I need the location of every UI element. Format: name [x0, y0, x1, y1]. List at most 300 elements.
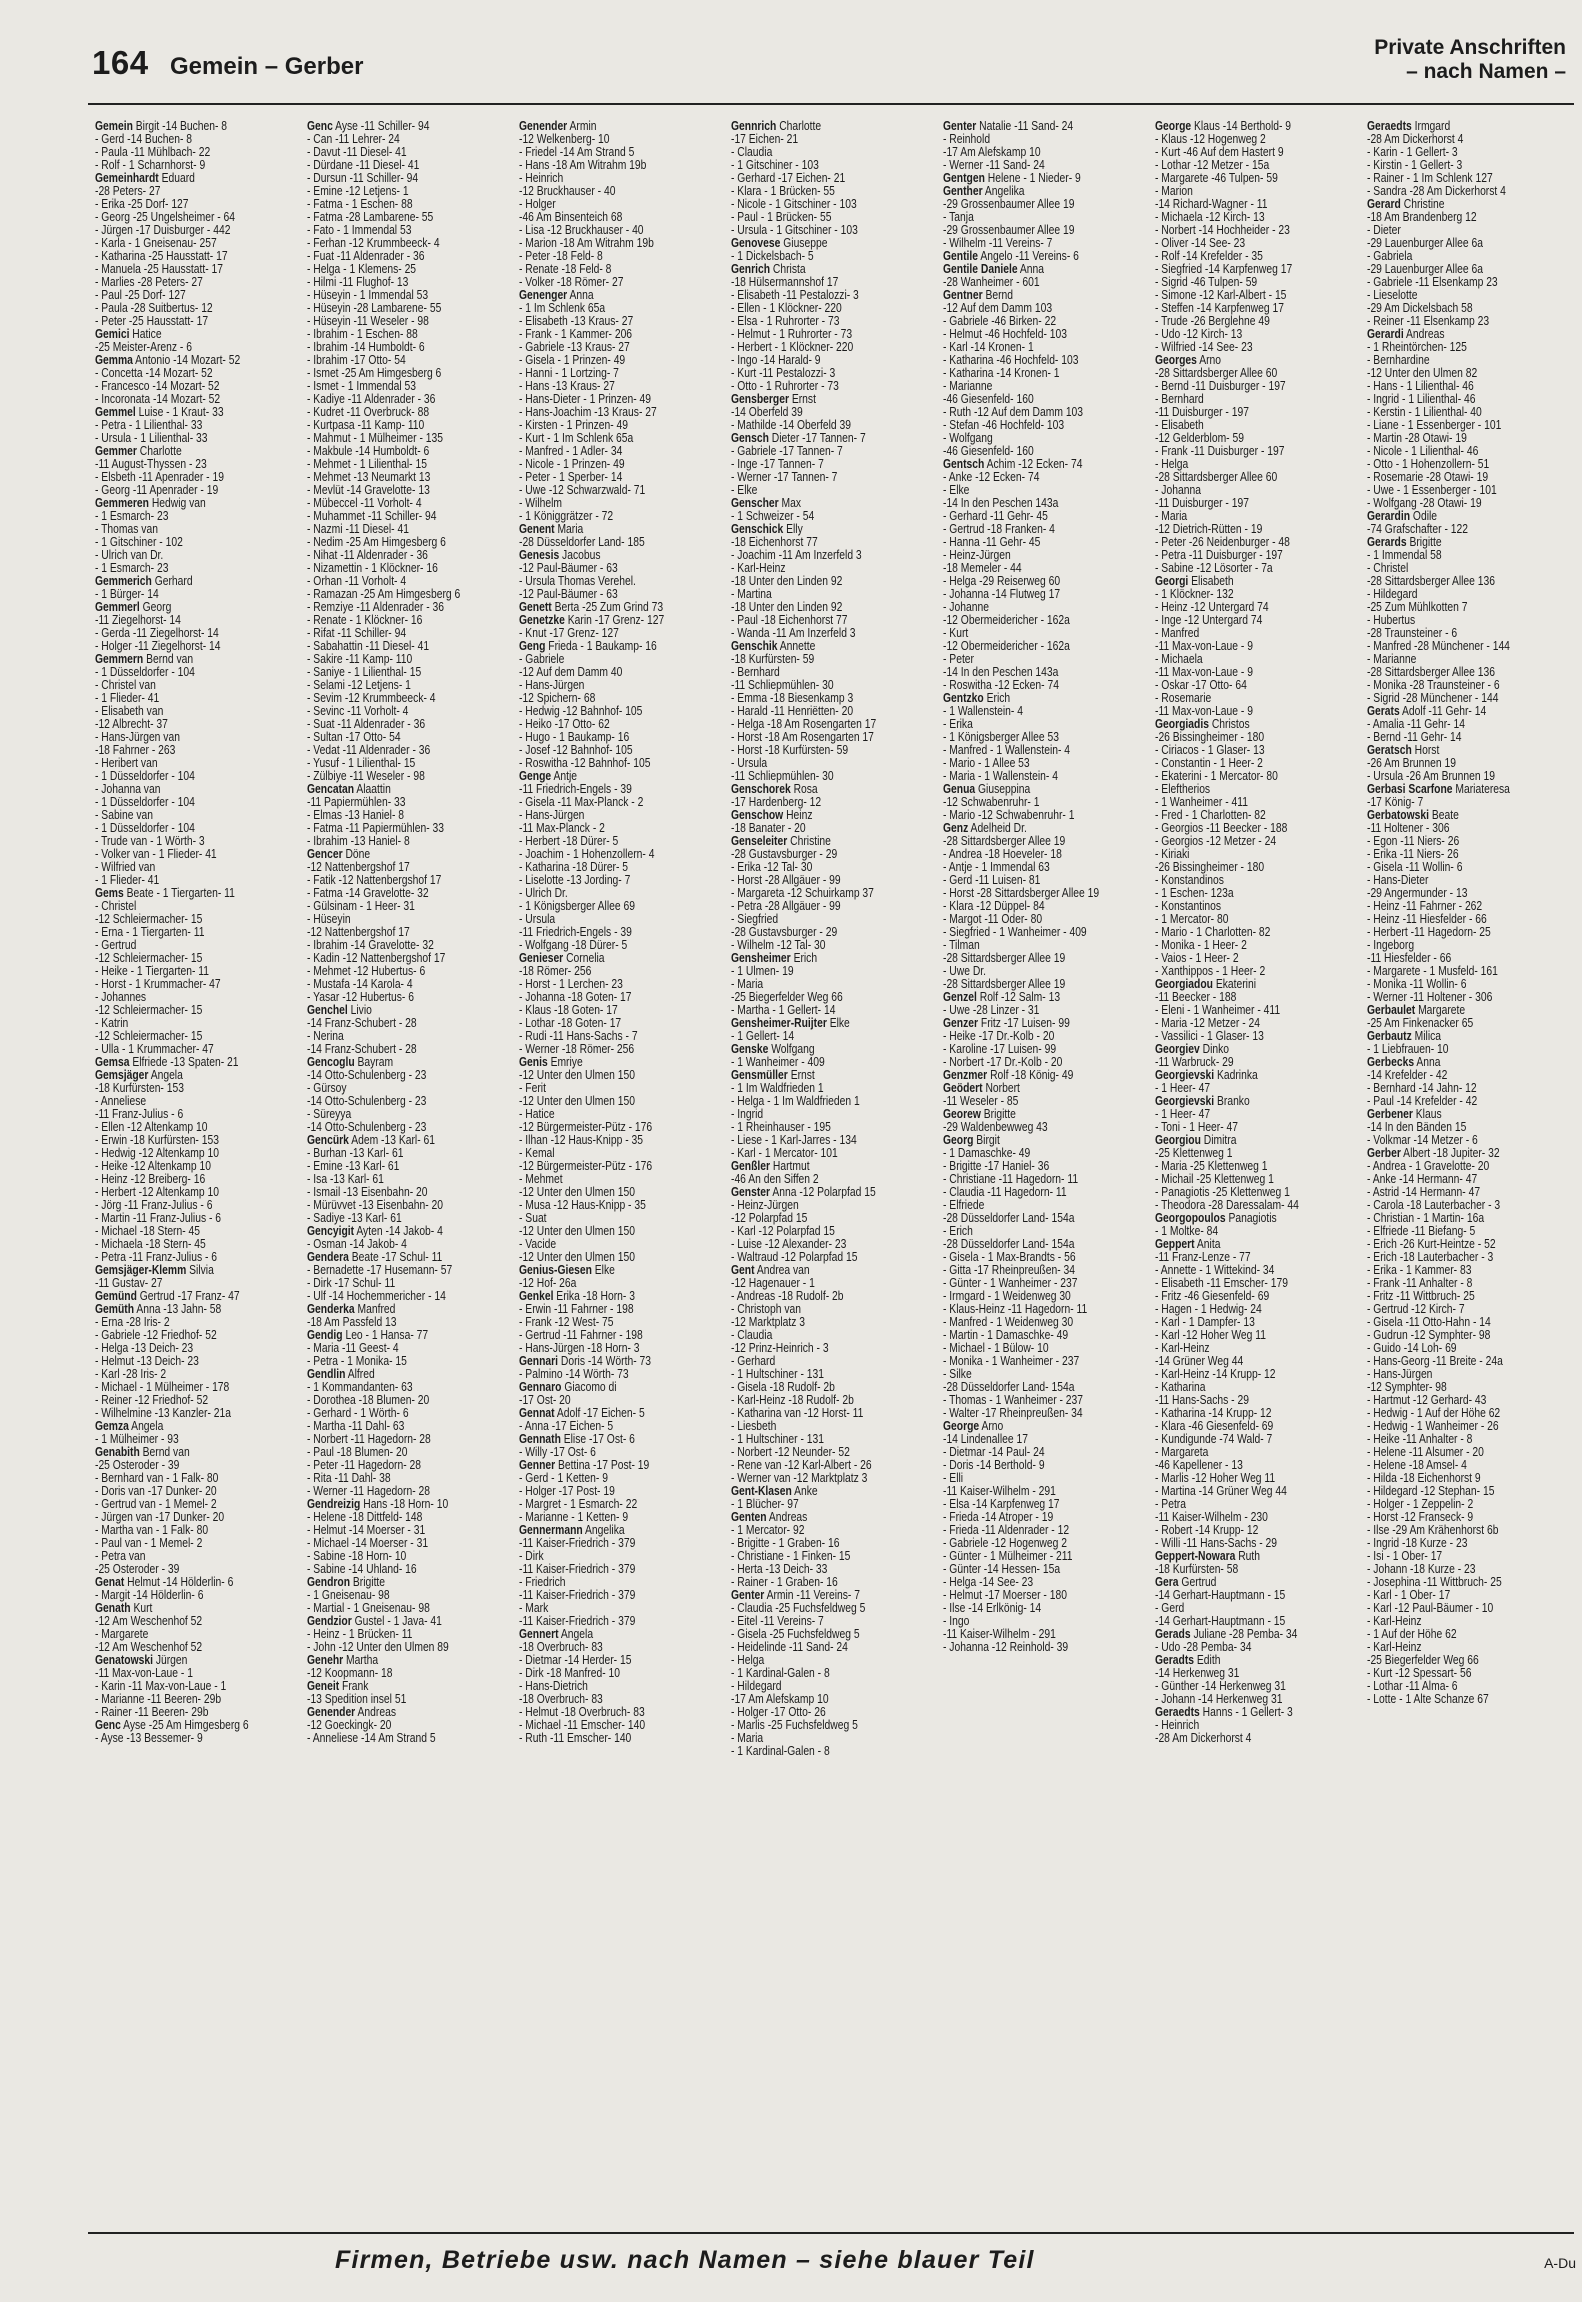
listing-text: - Harald -11 Henriëtten- 20 [731, 705, 854, 718]
listing-text: Bernd van [139, 1446, 190, 1459]
listing-text: - Gerd - 1 Ketten- 9 [519, 1472, 608, 1485]
listing-entry [307, 471, 517, 484]
listing-text: - Jürgen -17 Duisburger - 442 [95, 224, 231, 237]
listing-surname-entry [943, 1420, 1153, 1433]
listing-text: - Margarete -46 Tulpen- 59 [1155, 172, 1278, 185]
listing-entry [943, 952, 1153, 965]
listing-text: - Claudia -25 Fuchsfeldweg 5 [731, 1602, 866, 1615]
listing-surname: Gentzko [943, 692, 984, 705]
listing-text: - Karl-Heinz [1155, 1342, 1210, 1355]
listing-text: -28 Sittardsberger Allee 19 [943, 978, 1066, 991]
listing-text: Ruth [1235, 1550, 1261, 1563]
listing-text: - Emine -12 Letjens- 1 [307, 185, 409, 198]
listing-text: - Christel [95, 900, 137, 913]
listing-text: - Hedwig - 1 Auf der Höhe 62 [1367, 1407, 1501, 1420]
listing-surname: Gerbasi Scarfone [1367, 783, 1453, 796]
listing-text: -12 Goeckingk- 20 [307, 1719, 392, 1732]
listing-entry [731, 1134, 941, 1147]
listing-surname: Geraedts [1367, 120, 1412, 133]
listing-surname-entry [1155, 1550, 1365, 1563]
listing-surname-entry [519, 523, 729, 536]
listing-text: - Selami -12 Letjens- 1 [307, 679, 411, 692]
listing-surname: Gemici [95, 328, 130, 341]
listing-text: - Udo -12 Kirch- 13 [1155, 328, 1243, 341]
listing-entry [943, 978, 1153, 991]
listing-entry [943, 809, 1153, 822]
listing-surname: Gerbener [1367, 1108, 1413, 1121]
listing-surname: Genge [519, 770, 552, 783]
listing-entry [731, 1420, 941, 1433]
listing-entry [95, 185, 305, 198]
listing-text: - Nizamettin - 1 Klöckner- 16 [307, 562, 438, 575]
listing-entry [731, 1108, 941, 1121]
listing-entry [307, 458, 517, 471]
listing-text: - Ingo [943, 1615, 970, 1628]
listing-text: - Maria -12 Metzer - 24 [1155, 1017, 1261, 1030]
footer-note: Firmen, Betriebe usw. nach Namen – siehe blauer Teil [335, 2246, 1035, 2274]
listing-entry [307, 146, 517, 159]
listing-text: - Karl-Heinz -14 Krupp- 12 [1155, 1368, 1276, 1381]
listing-entry [307, 315, 517, 328]
listing-entry [943, 1095, 1153, 1108]
listing-text: - 1 Gneisenau- 98 [307, 1589, 390, 1602]
listing-surname: Genkel [519, 1290, 554, 1303]
listing-entry [731, 354, 941, 367]
listing-text: - Kerstin - 1 Lilienthal- 40 [1367, 406, 1482, 419]
listing-entry [307, 510, 517, 523]
listing-entry [95, 484, 305, 497]
listing-surname: Gentile Daniele [943, 263, 1018, 276]
listing-text: -11 Max-von-Laue - 9 [1155, 705, 1253, 718]
listing-entry [731, 1407, 941, 1420]
listing-entry [307, 1342, 517, 1355]
listing-surname: Gemeinhardt [95, 172, 159, 185]
listing-text: - Renate -18 Feld- 8 [519, 263, 612, 276]
listing-text: - Marianne [1367, 653, 1417, 666]
listing-entry [731, 627, 941, 640]
listing-text: - Reinhold [943, 133, 991, 146]
listing-surname: Georgiev [1155, 1043, 1200, 1056]
listing-text: - Johanna [1155, 484, 1201, 497]
listing-entry [1155, 1394, 1365, 1407]
listing-surname: Gemmel [95, 406, 136, 419]
listing-text: Elke [591, 1264, 615, 1277]
listing-surname: Genscher [731, 497, 779, 510]
listing-text: - Mario - 1 Charlotten- 82 [1155, 926, 1271, 939]
listing-surname-entry [943, 250, 1153, 263]
listing-surname: Gentile [943, 250, 979, 263]
listing-entry [95, 835, 305, 848]
listing-text: - Karl -12 Paul-Bäumer - 10 [1367, 1602, 1494, 1615]
listing-text: - Fatma -14 Gravelotte- 32 [307, 887, 429, 900]
listing-surname: Genatowski [95, 1654, 153, 1667]
listing-text: -14 Herkenweg 31 [1155, 1667, 1240, 1680]
listing-text: - Joachim -11 Am Inzerfeld 3 [731, 549, 862, 562]
listing-surname-entry [95, 120, 305, 133]
listing-surname: Gerbaulet [1367, 1004, 1416, 1017]
listing-entry [1155, 926, 1365, 939]
listing-text: Anna [567, 289, 594, 302]
listing-entry [519, 1173, 729, 1186]
listing-text: Natalie -11 Sand- 24 [976, 120, 1074, 133]
listing-entry [95, 952, 305, 965]
listing-entry [731, 1004, 941, 1017]
listing-text: - Hagen - 1 Hedwig- 24 [1155, 1303, 1262, 1316]
listing-entry [1155, 1680, 1365, 1693]
listing-entry [1155, 237, 1365, 250]
listing-text: -12 Unter den Ulmen 150 [519, 1095, 635, 1108]
listing-entry [1367, 900, 1577, 913]
listing-text: - Holger - 1 Zeppelin- 2 [1367, 1498, 1474, 1511]
listing-entry [731, 1368, 941, 1381]
listing-text: Elly [783, 523, 803, 536]
listing-text: - Rainer -11 Beeren- 29b [95, 1706, 209, 1719]
listing-entry [943, 419, 1153, 432]
listing-text: Annette [777, 640, 816, 653]
listing-entry [307, 679, 517, 692]
listing-entry [1155, 1485, 1365, 1498]
listing-entry [1155, 484, 1365, 497]
listing-text: - Friedrich [519, 1576, 566, 1589]
listing-entry [519, 1277, 729, 1290]
listing-entry [519, 354, 729, 367]
listing-text: Hedwig van [148, 497, 206, 510]
listing-entry [731, 1030, 941, 1043]
listing-text: -28 Sittardsberger Allee 136 [1367, 666, 1496, 679]
listing-entry [1155, 1407, 1365, 1420]
listing-text: - 1 Bürger- 14 [95, 588, 159, 601]
listing-text: - Heidelinde -11 Sand- 24 [731, 1641, 848, 1654]
listing-entry [307, 1264, 517, 1277]
listing-text: - Petra -11 Duisburger - 197 [1155, 549, 1283, 562]
listing-entry [1155, 770, 1365, 783]
listing-entry [943, 1225, 1153, 1238]
listing-entry [1155, 185, 1365, 198]
listing-text: -11 Kaiser-Friedrich - 379 [519, 1563, 636, 1576]
listing-text: - Marianne [943, 380, 993, 393]
listing-text: - Herbert -11 Hagedorn- 25 [1367, 926, 1491, 939]
listing-entry [1367, 380, 1577, 393]
listing-text: - Mario - 1 Allee 53 [943, 757, 1030, 770]
listing-entry [519, 913, 729, 926]
listing-text: - Petra - 1 Lilienthal- 33 [95, 419, 203, 432]
listing-surname-entry [1155, 1095, 1365, 1108]
listing-entry [1367, 1680, 1577, 1693]
listing-entry [95, 614, 305, 627]
listing-entry [519, 510, 729, 523]
listing-entry [943, 471, 1153, 484]
listing-entry [307, 1160, 517, 1173]
listing-text: -29 Lauenburger Allee 6a [1367, 237, 1483, 250]
listing-text: -12 Am Weschenhof 52 [95, 1615, 203, 1628]
listing-text: - Holger -11 Ziegelhorst- 14 [95, 640, 221, 653]
listing-text: Hanns - 1 Gellert- 3 [1199, 1706, 1293, 1719]
listing-text: - Kemal [519, 1147, 555, 1160]
listing-text: - Inge -12 Untergard 74 [1155, 614, 1263, 627]
listing-text: -12 Nattenbergshof 17 [307, 926, 410, 939]
listing-entry [1367, 1329, 1577, 1342]
listing-text: -28 Düsseldorfer Land- 154a [943, 1381, 1075, 1394]
listing-entry [519, 1069, 729, 1082]
listing-surname: Geraedts [1155, 1706, 1200, 1719]
listing-entry [1155, 445, 1365, 458]
listing-entry [731, 250, 941, 263]
listing-entry [1155, 1186, 1365, 1199]
listing-text: - Holger -17 Otto- 26 [731, 1706, 826, 1719]
listing-text: - Christel [1367, 562, 1409, 575]
listing-entry [943, 640, 1153, 653]
listing-text: - Kurt -11 Pestalozzi- 3 [731, 367, 836, 380]
listing-text: -11 Friedrich-Engels - 39 [519, 926, 632, 939]
listing-surname: Gerbautz [1367, 1030, 1412, 1043]
listing-entry [1367, 1459, 1577, 1472]
listing-text: Angelo -11 Vereins- 6 [978, 250, 1079, 263]
listing-text: - Helene -18 Amsel- 4 [1367, 1459, 1467, 1472]
listing-text: Birgit [973, 1134, 1000, 1147]
listing-text: -11 Kaiser-Wilhelm - 230 [1155, 1511, 1268, 1524]
listing-text: - Vaios - 1 Heer- 2 [1155, 952, 1239, 965]
listing-surname: Genovese [731, 237, 781, 250]
listing-text: Alfred [345, 1368, 375, 1381]
listing-text: - Gitta -17 Rheinpreußen- 34 [943, 1264, 1076, 1277]
listing-entry [307, 1628, 517, 1641]
listing-text: - Theodora -28 Daressalam- 44 [1155, 1199, 1299, 1212]
listing-entry [519, 1251, 729, 1264]
listing-text: -17 König- 7 [1367, 796, 1424, 809]
listing-entry [731, 718, 941, 731]
listing-text: - Elsa -14 Karpfenweg 17 [943, 1498, 1060, 1511]
listing-text: -11 Kaiser-Friedrich - 379 [519, 1615, 636, 1628]
listing-text: - Gertrud [95, 939, 137, 952]
listing-entry [95, 1615, 305, 1628]
listing-text: - Sigrid -46 Tulpen- 59 [1155, 276, 1258, 289]
listing-surname-entry [1155, 120, 1365, 133]
listing-surname: Gentner [943, 289, 983, 302]
listing-text: - Antje - 1 Immendal 63 [943, 861, 1050, 874]
listing-entry [1367, 991, 1577, 1004]
listing-entry [95, 549, 305, 562]
listing-column [1155, 120, 1365, 2220]
listing-entry [307, 900, 517, 913]
listing-surname: Genter [731, 1589, 765, 1602]
listing-text: - Holger [519, 198, 556, 211]
listing-surname: Genenger [519, 289, 568, 302]
listing-surname-entry [1155, 1134, 1365, 1147]
listing-entry [731, 1732, 941, 1745]
listing-entry [731, 1706, 941, 1719]
listing-text: - Osman -14 Jakob- 4 [307, 1238, 407, 1251]
listing-text: - Mehmet -13 Neumarkt 13 [307, 471, 431, 484]
listing-text: -14 In den Peschen 143a [943, 497, 1059, 510]
listing-entry [1155, 1381, 1365, 1394]
listing-entry [519, 1199, 729, 1212]
listing-text: - Uwe Dr. [943, 965, 987, 978]
listing-entry [95, 1511, 305, 1524]
listing-entry [307, 1186, 517, 1199]
listing-entry [307, 575, 517, 588]
listing-text: -11 Franz-Julius - 6 [95, 1108, 184, 1121]
listing-text: - Martha - 1 Gellert- 14 [731, 1004, 836, 1017]
listing-text: - Gerd -14 Buchen- 8 [95, 133, 193, 146]
listing-text: Panagiotis [1225, 1212, 1277, 1225]
listing-text: - Horst -28 Allgäuer - 99 [731, 874, 841, 887]
listing-entry [307, 1589, 517, 1602]
listing-entry [95, 848, 305, 861]
listing-entry [943, 1550, 1153, 1563]
listing-entry [307, 1641, 517, 1654]
listing-entry [943, 1004, 1153, 1017]
listing-text: Angelika [982, 185, 1025, 198]
listing-entry [1367, 1550, 1577, 1563]
listing-text: - 1 Flieder- 41 [95, 692, 160, 705]
listing-surname: Genzmer [943, 1069, 988, 1082]
listing-surname-entry [731, 263, 941, 276]
listing-entry [1155, 588, 1365, 601]
listing-text: - Anke -12 Ecken- 74 [943, 471, 1040, 484]
listing-entry [1155, 406, 1365, 419]
listing-text: - Hans-Dieter - 1 Prinzen- 49 [519, 393, 652, 406]
page-number: 164 [92, 44, 149, 81]
listing-entry [307, 874, 517, 887]
listing-entry [731, 185, 941, 198]
listing-text: - Georg -11 Apenrader - 19 [95, 484, 219, 497]
listing-entry [1155, 419, 1365, 432]
listing-entry [731, 822, 941, 835]
listing-text: Giuseppe [780, 237, 828, 250]
listing-entry [1367, 1264, 1577, 1277]
listing-text: - Ayse -13 Bessemer- 9 [95, 1732, 203, 1745]
listing-text: - Ellen - 1 Klöckner- 220 [731, 302, 842, 315]
listing-entry [95, 367, 305, 380]
listing-entry [731, 1459, 941, 1472]
listing-text: - Paul - 1 Brücken- 55 [731, 211, 832, 224]
listing-text: - Gertrud van - 1 Memel- 2 [95, 1498, 217, 1511]
listing-surname-entry [731, 497, 941, 510]
listing-entry [1367, 146, 1577, 159]
listing-surname-entry [307, 120, 517, 133]
listing-text: - Johannes [95, 991, 147, 1004]
listing-entry [1155, 1290, 1365, 1303]
listing-entry [1155, 913, 1365, 926]
listing-text: -11 Max-Planck - 2 [519, 822, 605, 835]
listing-entry [731, 562, 941, 575]
listing-text: - Margareta -12 Schuirkamp 37 [731, 887, 874, 900]
listing-text: - Mehmet -12 Hubertus- 6 [307, 965, 426, 978]
listing-text: - Trude -26 Berglehne 49 [1155, 315, 1270, 328]
listing-text: - Manfred - 1 Adler- 34 [519, 445, 623, 458]
listing-surname: Geng [519, 640, 546, 653]
listing-text: - Wilhelm -12 Tal- 30 [731, 939, 826, 952]
listing-entry [943, 705, 1153, 718]
listing-text: - Karl -28 Iris- 2 [95, 1368, 167, 1381]
listing-entry [1367, 796, 1577, 809]
listing-surname: Gennrich [731, 120, 777, 133]
listing-entry [1367, 1693, 1577, 1706]
listing-text: Anna -13 Jahn- 58 [134, 1303, 222, 1316]
listing-text: - Peter -11 Hagedorn- 28 [307, 1459, 422, 1472]
listing-text: - Muhammet -11 Schiller- 94 [307, 510, 437, 523]
listing-entry [519, 1563, 729, 1576]
listing-entry [1155, 1719, 1365, 1732]
listing-text: - Katharina -14 Kronen- 1 [943, 367, 1060, 380]
listing-entry [307, 302, 517, 315]
listing-entry [731, 1290, 941, 1303]
listing-text: - Gürsoy [307, 1082, 347, 1095]
listing-entry [95, 1693, 305, 1706]
listing-text: - Elsbeth -11 Apenrader - 19 [95, 471, 224, 484]
listing-entry [1155, 1030, 1365, 1043]
listing-surname-entry [519, 1459, 729, 1472]
listing-text: - Manfred -28 Münchener - 144 [1367, 640, 1510, 653]
listing-entry [943, 1238, 1153, 1251]
listing-text: - Toni - 1 Heer- 47 [1155, 1121, 1239, 1134]
listing-text: -28 Düsseldorfer Land- 154a [943, 1238, 1075, 1251]
listing-text: - Wilfried van [95, 861, 156, 874]
listing-text: - 1 Kardinal-Galen - 8 [731, 1745, 830, 1758]
listing-text: - Ursula - 1 Lilienthal- 33 [95, 432, 208, 445]
listing-text: - Nicole - 1 Prinzen- 49 [519, 458, 625, 471]
listing-text: - Horst -28 Sittardsberger Allee 19 [943, 887, 1100, 900]
listing-text: - Gertrud -11 Fahrner - 198 [519, 1329, 643, 1342]
listing-text: - Paul -14 Krefelder - 42 [1367, 1095, 1478, 1108]
listing-entry [731, 211, 941, 224]
listing-surname-entry [943, 289, 1153, 302]
listing-surname-entry [307, 1303, 517, 1316]
listing-text: - Ekaterini - 1 Mercator- 80 [1155, 770, 1278, 783]
listing-surname-entry [731, 835, 941, 848]
listing-entry [1155, 783, 1365, 796]
listing-entry [731, 614, 941, 627]
listing-entry [1367, 1407, 1577, 1420]
listing-entry [1367, 627, 1577, 640]
listing-surname-entry [307, 1368, 517, 1381]
listing-entry [95, 939, 305, 952]
listing-text: - Incoronata -14 Mozart- 52 [95, 393, 221, 406]
listing-text: - Helmut -17 Moerser - 180 [943, 1589, 1067, 1602]
listing-text: - Fatma - 1 Eschen- 88 [307, 198, 413, 211]
listing-text: -14 Otto-Schulenberg - 23 [307, 1121, 427, 1134]
listing-surname-entry [519, 1056, 729, 1069]
listing-text: - Marlis -12 Hoher Weg 11 [1155, 1472, 1276, 1485]
listing-text: - Margit -14 Hölderlin- 6 [95, 1589, 204, 1602]
listing-entry [1367, 1381, 1577, 1394]
listing-entry [731, 757, 941, 770]
listing-surname-entry [519, 1628, 729, 1641]
listing-entry [943, 757, 1153, 770]
listing-entry [1367, 1186, 1577, 1199]
listing-text: - Carola -18 Lauterbacher - 3 [1367, 1199, 1501, 1212]
listing-entry [519, 1394, 729, 1407]
listing-text: -28 Sittardsberger Allee 60 [1155, 367, 1278, 380]
listing-entry [731, 1719, 941, 1732]
listing-text: - Bernhardine [1367, 354, 1430, 367]
listing-text: - Siegfried [731, 913, 779, 926]
listing-surname: Genschow [731, 809, 784, 822]
listing-entry [731, 1433, 941, 1446]
listing-text: Bernd [982, 289, 1014, 302]
listing-entry [731, 1212, 941, 1225]
listing-text: Hans -18 Horn- 10 [360, 1498, 449, 1511]
listing-entry [519, 1121, 729, 1134]
listing-entry [307, 627, 517, 640]
listing-entry [943, 536, 1153, 549]
listing-entry [1367, 1316, 1577, 1329]
listing-entry [731, 900, 941, 913]
listing-entry [95, 718, 305, 731]
listing-text: - Bernd -11 Gehr- 14 [1367, 731, 1462, 744]
listing-entry [307, 1407, 517, 1420]
listing-entry [943, 1329, 1153, 1342]
